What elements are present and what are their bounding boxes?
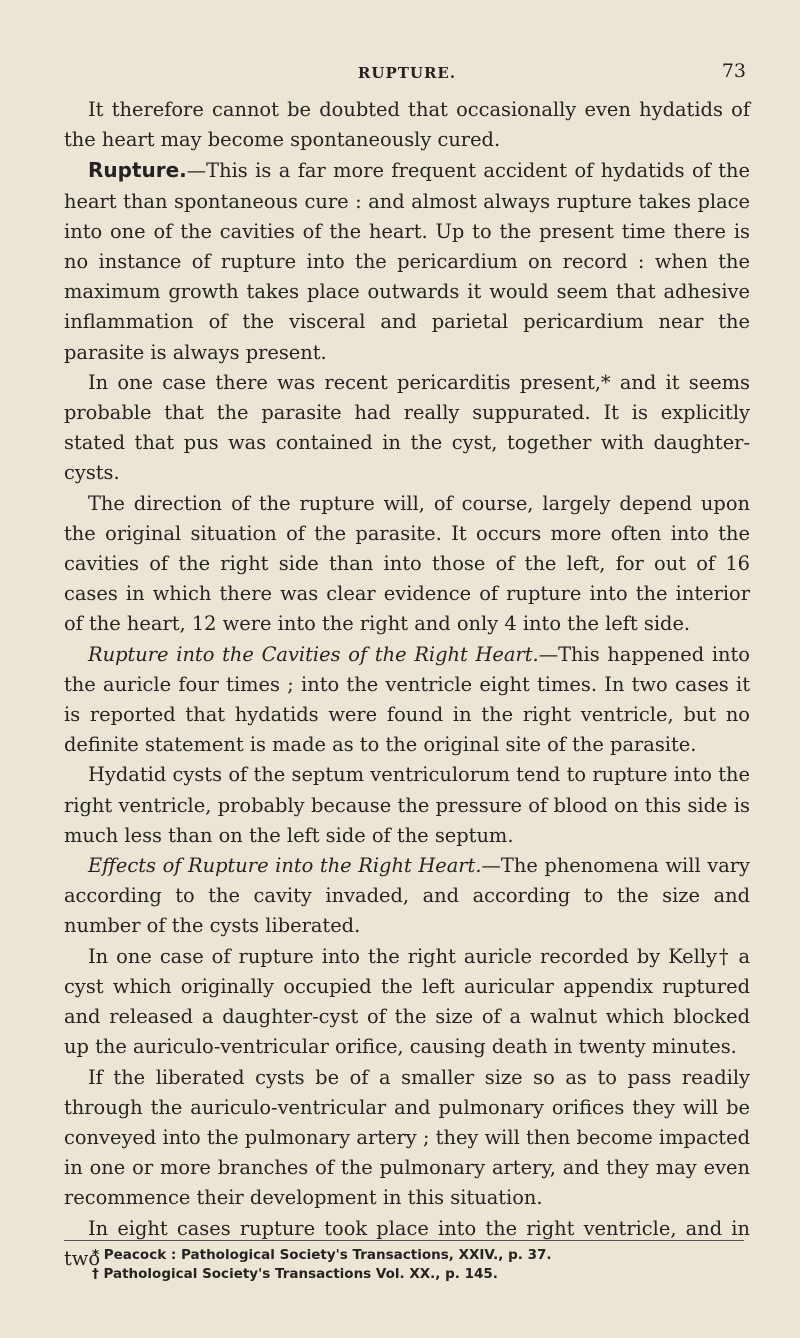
paragraph-6 [64, 760, 750, 851]
section-heading-rupture: Rupture. [88, 158, 187, 183]
paragraph-2-text: —This is a far more frequent accident of hydatids of the heart than spontaneous cure : and almost always rupture takes place into one of the cavities of the heart. Up to the present time there is no instance of rupture into the pericardium on record : when the maximum growth takes place outwards it would seem that adhesive inflammation of the visceral and parietal pericardium near the parasite is always present. [64, 159, 750, 364]
footnotes [92, 1246, 750, 1284]
paragraph-7 [64, 851, 750, 942]
paragraph-4 [64, 489, 750, 640]
paragraph-5-text: —This happened into the auricle four times ; into the ventricle eight times. In two cases it is reported that hydatids were found in the right ventricle, but no definite statement is made as to the original site of the parasite. [64, 642, 750, 757]
subheading-rupture-right-heart: Rupture into the Cavities of the Right Heart. [88, 642, 539, 666]
page-header [64, 56, 750, 86]
footnote-rule [64, 1240, 744, 1241]
paragraph-3 [64, 368, 750, 489]
footnote-1: * Peacock : Pathological Society's Transactions, XXIV., p. 37. [92, 1247, 552, 1263]
body-text [64, 95, 750, 1274]
paragraph-4-text: The direction of the rupture will, of course, largely depend upon the original situation of the parasite. It occurs more often into the cavities of the right side than into those of the left, for out of 16 cases in which there was clear evidence of rupture into the interior of the heart, 12 were into the right and only 4 into the left side. [64, 491, 750, 636]
paragraph-5 [64, 640, 750, 761]
paragraph-9-text: If the liberated cysts be of a smaller size so as to pass readily through the auriculo-ventricular and pulmonary orifices they will be conveyed into the pulmonary artery ; they will then become impacted in one or more branches of the pulmonary artery, and they may even recommence their development in this situation. [64, 1065, 750, 1210]
running-head: RUPTURE. [357, 64, 457, 82]
paragraph-9 [64, 1063, 750, 1214]
paragraph-6-text: Hydatid cysts of the septum ventriculorum tend to rupture into the right ventricle, probably because the pressure of blood on this side is much less than on the left side of the septum. [64, 763, 750, 847]
paragraph-10-text: In eight cases rupture took place into the right ventricle, and in two [64, 1216, 750, 1270]
paragraph-8 [64, 942, 750, 1063]
subheading-effects-of-rupture: Effects of Rupture into the Right Heart. [88, 854, 482, 878]
paragraph-8-text: In one case of rupture into the right auricle recorded by Kelly† a cyst which originally occupied the left auricular appendix ruptured and released a daughter-cyst of the size of a walnut which blocked up the auriculo-ventricular orifice, causing death in twenty minutes. [64, 944, 750, 1059]
page-number: 73 [721, 60, 746, 82]
paragraph-1 [64, 95, 750, 155]
paragraph-3-text: In one case there was recent pericarditis present,* and it seems probable that the parasite had really suppurated. It is explicitly stated that pus was contained in the cyst, together with daughter-cysts. [64, 370, 750, 485]
paragraph-7-text: —The phenomena will vary according to the cavity invaded, and according to the size and number of the cysts liberated. [64, 854, 750, 938]
paragraph-2 [64, 155, 750, 367]
paragraph-1-text: It therefore cannot be doubted that occasionally even hydatids of the heart may become spontaneously cured. [64, 98, 750, 152]
footnote-2: † Pathological Society's Transactions Vol. XX., p. 145. [92, 1266, 498, 1282]
